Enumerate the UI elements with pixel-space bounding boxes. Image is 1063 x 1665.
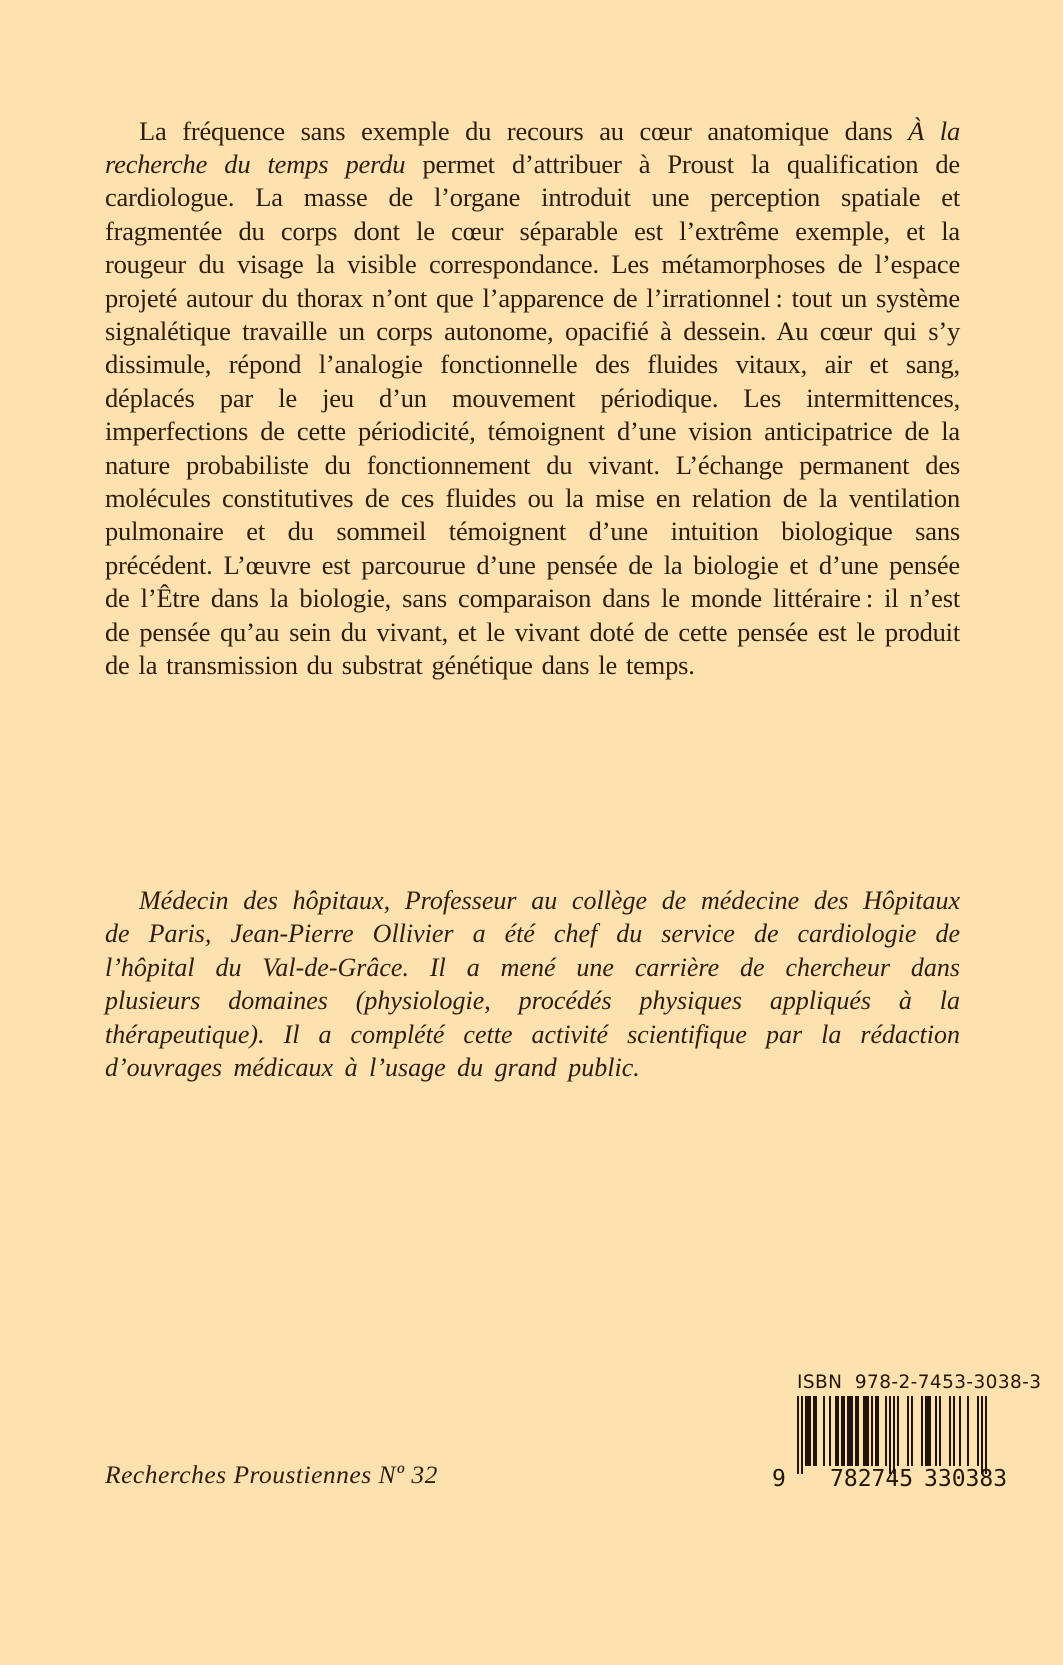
barcode-bar [851,1396,853,1466]
barcode-bar [843,1396,845,1466]
barcode-bar [797,1396,799,1474]
barcode-bar [935,1396,937,1466]
barcode-bar [953,1396,955,1466]
barcode-bar [877,1396,879,1466]
barcode-bar [921,1396,923,1466]
barcode-bar [829,1396,831,1466]
barcode-bar [959,1396,961,1466]
barcode-bar [893,1396,895,1474]
synopsis-paragraph [105,115,960,683]
barcode-bar [857,1396,859,1466]
barcode-bar [911,1396,913,1466]
barcode-bar [837,1396,839,1466]
ean13-right-group: 330383 [924,1466,1008,1492]
ean13-barcode [797,1396,987,1476]
barcode-bar [967,1396,969,1466]
isbn-label: ISBN 978-2-7453-3038-3 [797,1372,1042,1393]
ean13-first-digit: 9 [772,1466,786,1492]
barcode-bar [867,1396,869,1466]
ean13-left-group: 782745 [830,1466,914,1492]
barcode-bar [907,1396,909,1466]
barcode-bar [929,1396,931,1466]
barcode-bar [871,1396,873,1466]
author-note-paragraph: Médecin des hôpitaux, Professeur au collège de médecine des Hôpitaux de Paris, Jean-Pierre Ollivier a été chef du service de cardiologie de l’hôpital du Val-de-Grâce. Il a mené une carrière de chercheur dans plusieurs domaines (physiologie, procédés physiques appliqués à la thérapeutique). Il a complété cette activité scientifique par la rédaction d’ouvrages médicaux à l’usage du grand public. [105,886,960,1083]
isbn-barcode-block [772,1372,1042,1502]
series-label: Recherches Proustiennes Nº 32 [105,1460,438,1489]
barcode-bar [809,1396,811,1466]
barcode-bar [977,1396,979,1466]
barcode-bar [939,1396,941,1466]
ean13-digits [772,1466,1008,1496]
barcode-bar [897,1396,899,1466]
barcode-bar [949,1396,951,1466]
book-title-italic: À la recherche du temps perdu [105,115,961,179]
barcode-bar [823,1396,825,1466]
synopsis-text-after: permet d’attribuer à Proust la qualification de cardiologue. La masse de l’organe introduit une perception spatiale et fragmentée du corps dont le cœur séparable est l’extrême exemple, et la rougeur du visage la visible correspondance. Les métamorphoses de l’espace projeté autour du thorax n’ont que l’apparence de l’irrationnel : tout un système signalétique travaille un corps autonome, opacifié à dessein. Au cœur qui s’y dissimule, répond l’analogie fonctionnelle des fluides vitaux, air et sang, déplacés par le jeu d’un mouvement périodique. Les intermittences, imperfections de cette périodicité, témoignent d’une vision anticipatrice de la nature probabiliste du fonctionnement du vivant. L’échange permanent des molécules constitutives de ces fluides ou la mise en relation de la ventilation pulmonaire et du sommeil témoignent d’une intuition biologique sans précédent. L’œuvre est parcourue d’une pensée de la biologie et d’une pensée de l’Être dans la biologie, sans comparaison dans le monde littéraire : il n’est de pensée qu’au sein du vivant, et le vivant doté de cette pensée est le produit de la transmission du substrat génétique dans le temps. [105,148,960,680]
barcode-bar [801,1396,803,1474]
synopsis-text-before: La fréquence sans exemple du recours au cœur anatomique dans [139,115,909,146]
barcode-bar [985,1396,987,1474]
barcode-bar [889,1396,891,1474]
barcode-bar [885,1396,887,1466]
barcode-bar [981,1396,983,1474]
barcode-bar [815,1396,817,1466]
